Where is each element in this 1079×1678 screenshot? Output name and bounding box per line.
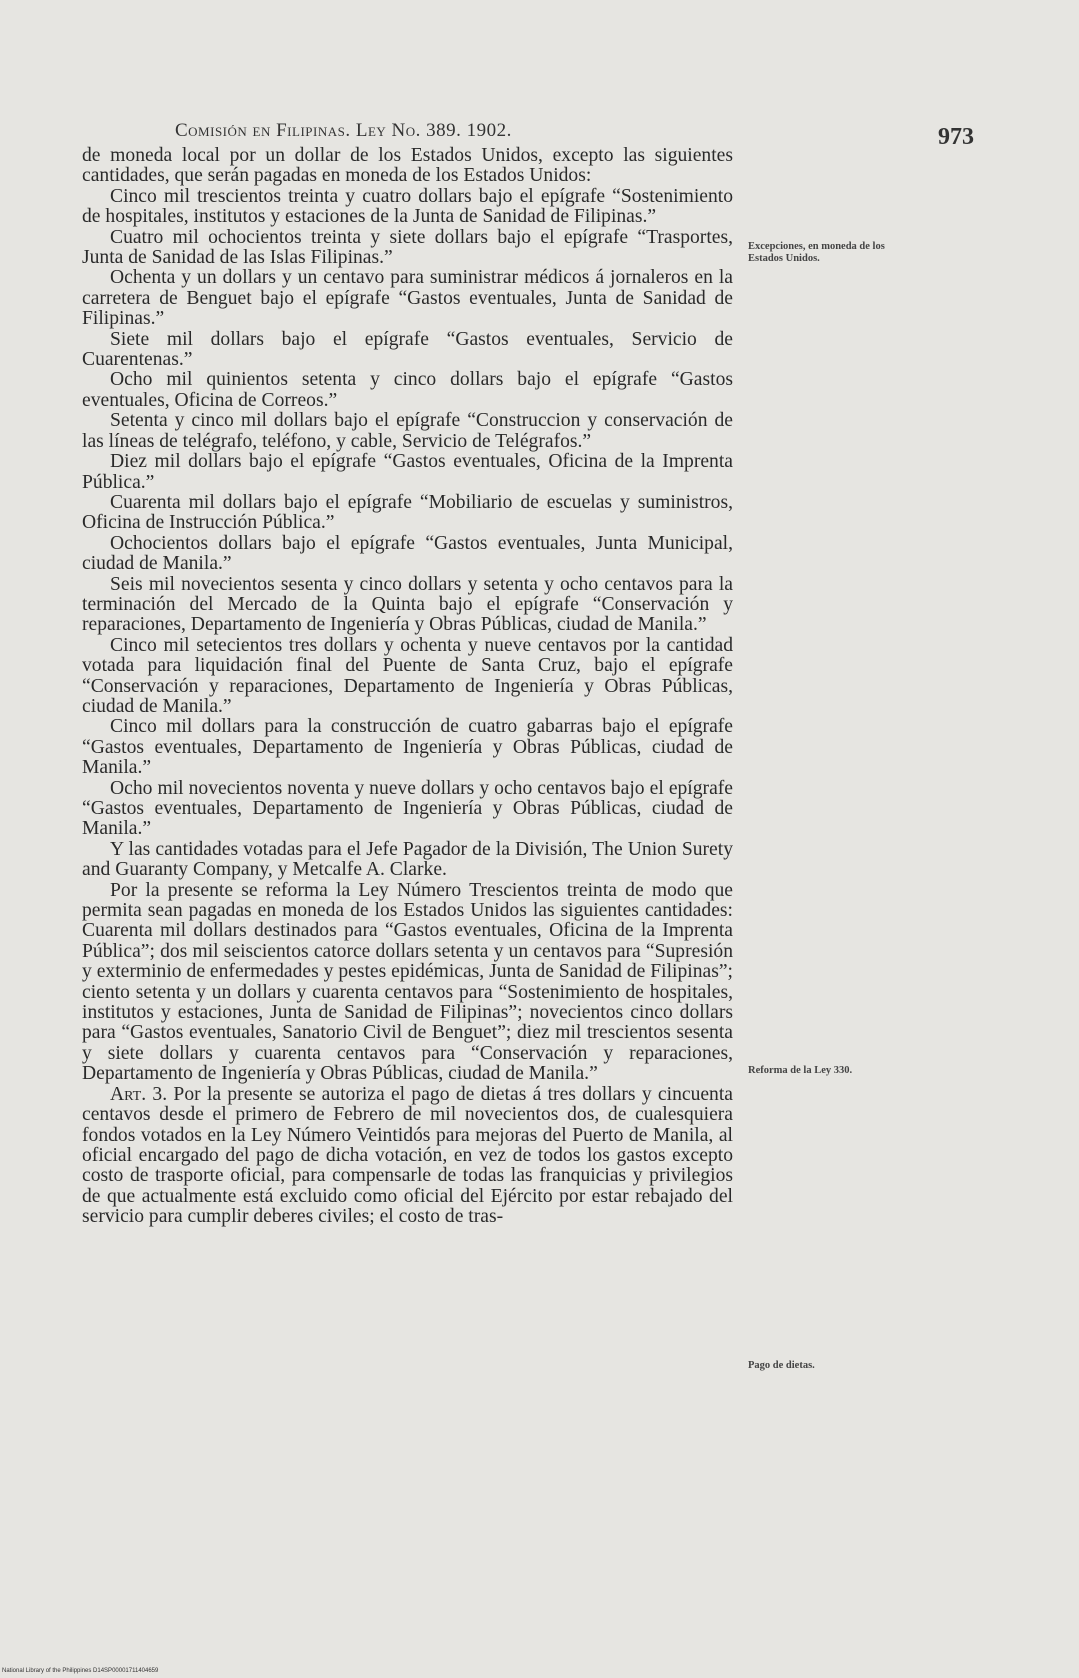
paragraph: Ocho mil quinientos setenta y cinco dollars bajo el epígrafe “Gastos eventuales, Oficina de Correos.” — [82, 369, 733, 411]
paragraph: Cuarenta mil dollars bajo el epígrafe “Mobiliario de escuelas y suministros, Oficina de Instrucción Pública.” — [82, 491, 733, 534]
running-header — [175, 120, 715, 142]
paragraph: Cuatro mil ochocientos treinta y siete dollars bajo el epígrafe “Trasportes, Junta de Sanidad de las Islas Filipinas.” — [82, 226, 733, 269]
article-text: Por la presente se autoriza el pago de dietas á tres dollars y cincuenta centavos desde el primero de Febrero de mil novecientos dos, de cualesquiera fondos votados en la Ley Número Veintidós para mejoras del Puerto de Manila, al oficial encargado del pago de dicha votación, en vez de todos los gastos excepto costo de trasporte oficial, para compensarle de todas las franquicias y privilegios de que actualmente está excluido como oficial del Ejército por estar rebajado del servicio para cumplir deberes civiles; el costo de tras- — [82, 1083, 733, 1228]
paragraph: de moneda local por un dollar de los Estados Unidos, excepto las siguientes cantidades, que serán pagadas en moneda de los Estados Unidos: — [82, 145, 733, 187]
running-title: Comisión en Filipinas. Ley No. 389. 1902. — [175, 120, 512, 141]
paragraph: Setenta y cinco mil dollars bajo el epígrafe “Construccion y conservación de las líneas de telégrafo, teléfono, y cable, Servicio de Telégrafos.” — [82, 410, 733, 452]
paragraph: Cinco mil setecientos tres dollars y ochenta y nueve centavos por la cantidad votada para liquidación final del Puente de Santa Cruz, bajo el epígrafe “Conservación y reparaciones, Departamento de Ingeniería y Obras Públicas, ciudad de Manila.” — [82, 634, 733, 717]
page-number: 973 — [938, 124, 974, 150]
paragraph: Diez mil dollars bajo el epígrafe “Gastos eventuales, Oficina de la Imprenta Pública.” — [82, 451, 733, 493]
margin-note-excepciones: Excepciones, en moneda de los Estados Unidos. — [748, 241, 885, 264]
paragraph: Ochenta y un dollars y un centavo para suministrar médicos á jornaleros en la carretera de Benguet bajo el epígrafe “Gastos eventuales, Junta de Sanidad de Filipinas.” — [82, 267, 733, 330]
body-text — [82, 146, 733, 1228]
paragraph: Y las cantidades votadas para el Jefe Pagador de la División, The Union Surety and Guaranty Company, y Metcalfe A. Clarke. — [82, 838, 733, 881]
paragraph: Cinco mil dollars para la construcción de cuatro gabarras bajo el epígrafe “Gastos eventuales, Departamento de Ingeniería y Obras Públicas, ciudad de Manila.” — [82, 716, 733, 779]
paragraph: Ocho mil novecientos noventa y nueve dollars y ocho centavos bajo el epígrafe “Gastos eventuales, Departamento de Ingeniería y Obras Públicas, ciudad de Manila.” — [82, 777, 733, 840]
article-label: Art. 3. — [110, 1083, 168, 1105]
paragraph: Seis mil novecientos sesenta y cinco dollars y setenta y ocho centavos para la terminación del Mercado de la Quinta bajo el epígrafe “Conservación y reparaciones, Departamento de Ingeniería y Obras Públicas, ciudad de Manila.” — [82, 573, 733, 636]
margin-note-reforma: Reforma de la Ley 330. — [748, 1065, 853, 1076]
paragraph: Siete mil dollars bajo el epígrafe “Gastos eventuales, Servicio de Cuarentenas.” — [82, 328, 733, 371]
article-paragraph — [82, 1085, 733, 1228]
footer-credit: National Library of the Philippines D14SP00001711404659 — [2, 1668, 159, 1674]
margin-note-dietas: Pago de dietas. — [748, 1360, 815, 1371]
paragraph: Ochocientos dollars bajo el epígrafe “Gastos eventuales, Junta Municipal, ciudad de Manila.” — [82, 532, 733, 575]
paragraph: Cinco mil trescientos treinta y cuatro dollars bajo el epígrafe “Sostenimiento de hospitales, institutos y estaciones de la Junta de Sanidad de Filipinas.” — [82, 185, 733, 228]
paragraph: Por la presente se reforma la Ley Número Trescientos treinta de modo que permita sean pagadas en moneda de los Estados Unidos las siguientes cantidades: Cuarenta mil dollars destinados para “Gastos eventuales, Oficina de la Imprenta Pública”; dos mil seiscientos catorce dollars setenta y un centavos para “Supresión y exterminio de enfermedades y pestes epidémicas, Junta de Sanidad de Filipinas”; ciento setenta y un dollars y cuarenta centavos para “Sostenimiento de hospitales, institutos y estaciones, Junta de Sanidad de Filipinas”; novecientos cinco dollars para “Gastos eventuales, Sanatorio Civil de Benguet”; diez mil trescientos sesenta y siete dollars y cuarenta centavos para “Conservación y reparaciones, Departamento de Ingeniería y Obras Públicas, ciudad de Manila.” — [82, 879, 733, 1085]
